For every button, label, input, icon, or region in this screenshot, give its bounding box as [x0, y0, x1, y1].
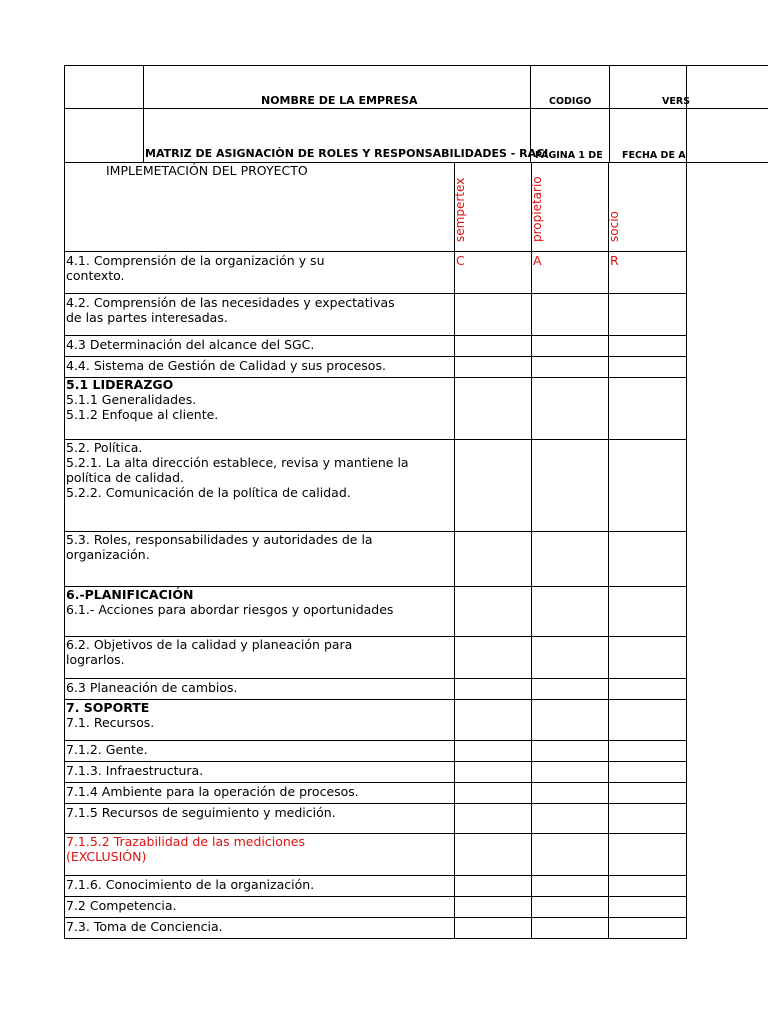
requirement-text: 5.3. Roles, responsabilidades y autoridades de la: [66, 532, 373, 547]
requirement-text: 4.1. Comprensión de la organización y su: [66, 253, 325, 268]
requirement-text: 5.1.1 Generalidades.: [66, 392, 197, 407]
grid-line: [64, 251, 687, 252]
requirement-text: 6.1.- Acciones para abordar riesgos y oportunidades: [66, 602, 394, 617]
requirement-text: 7.1.2. Gente.: [66, 742, 148, 757]
requirement-text: 7.1.6. Conocimiento de la organización.: [66, 877, 315, 892]
grid-line: [64, 335, 687, 336]
requirement-text: 7.1. Recursos.: [66, 715, 155, 730]
codigo-label: CODIGO: [549, 96, 592, 107]
grid-line: [64, 896, 687, 897]
grid-line: [143, 65, 144, 162]
grid-line: [64, 678, 687, 679]
grid-line: [64, 293, 687, 294]
fecha-label: FECHA DE A: [622, 150, 686, 161]
raci-cell-propietario: A: [533, 253, 542, 268]
requirement-text: 7.1.4 Ambiente para la operación de procesos.: [66, 784, 359, 799]
grid-line: [64, 356, 687, 357]
grid-line: [64, 761, 687, 762]
requirement-text: 4.3 Determinación del alcance del SGC.: [66, 337, 315, 352]
grid-line: [64, 65, 768, 66]
requirement-text: 5.2.1. La alta dirección establece, revisa y mantiene la: [66, 455, 409, 470]
requirement-text: (EXCLUSIÓN): [66, 849, 147, 864]
requirement-text: 5.2. Política.: [66, 440, 143, 455]
grid-line: [64, 699, 687, 700]
matrix-title: MATRIZ DE ASIGNACIÒN DE ROLES Y RESPONSABILIDADES - RACI: [145, 147, 549, 160]
pagina-label: PAGINA 1 DE: [535, 150, 603, 161]
raci-cell-socio: R: [610, 253, 619, 268]
column-label-sempertex: sempertex: [453, 177, 467, 242]
requirement-text: 5.1.2 Enfoque al cliente.: [66, 407, 219, 422]
grid-line: [64, 740, 687, 741]
grid-line: [609, 65, 610, 162]
column-label-socio: socio: [607, 211, 621, 242]
grid-line: [64, 938, 687, 939]
grid-line: [64, 782, 687, 783]
project-title: IMPLEMETACIÓN DEL PROYECTO: [106, 163, 308, 178]
grid-line: [608, 162, 609, 938]
section-heading: 7. SOPORTE: [66, 700, 150, 715]
requirement-text: 7.1.3. Infraestructura.: [66, 763, 204, 778]
requirement-text: contexto.: [66, 268, 125, 283]
requirement-text: política de calidad.: [66, 470, 184, 485]
requirement-text: 7.3. Toma de Conciencia.: [66, 919, 223, 934]
requirement-text: 5.2.2. Comunicación de la política de calidad.: [66, 485, 351, 500]
grid-line: [64, 917, 687, 918]
requirement-text: organización.: [66, 547, 150, 562]
company-name: NOMBRE DE LA EMPRESA: [261, 94, 418, 107]
requirement-text: 7.1.5 Recursos de seguimiento y medición.: [66, 805, 336, 820]
requirement-text: de las partes interesadas.: [66, 310, 228, 325]
version-label: VERS: [662, 96, 690, 107]
grid-line: [531, 162, 532, 938]
grid-line: [64, 875, 687, 876]
requirement-text: 7.1.5.2 Trazabilidad de las mediciones: [66, 834, 305, 849]
column-label-propietario: propietario: [530, 176, 544, 242]
requirement-text: 4.2. Comprensión de las necesidades y expectativas: [66, 295, 395, 310]
requirement-text: 6.3 Planeación de cambios.: [66, 680, 238, 695]
raci-cell-sempertex: C: [456, 253, 465, 268]
requirement-text: 6.2. Objetivos de la calidad y planeación para: [66, 637, 353, 652]
requirement-text: lograrlos.: [66, 652, 125, 667]
grid-line: [64, 65, 65, 938]
requirement-text: 4.4. Sistema de Gestión de Calidad y sus procesos.: [66, 358, 386, 373]
section-heading: 5.1 LIDERAZGO: [66, 377, 174, 392]
grid-line: [64, 803, 687, 804]
section-heading: 6.-PLANIFICACIÓN: [66, 587, 194, 602]
requirement-text: 7.2 Competencia.: [66, 898, 177, 913]
grid-line: [686, 65, 687, 938]
grid-line: [64, 439, 687, 440]
grid-line: [454, 162, 455, 938]
